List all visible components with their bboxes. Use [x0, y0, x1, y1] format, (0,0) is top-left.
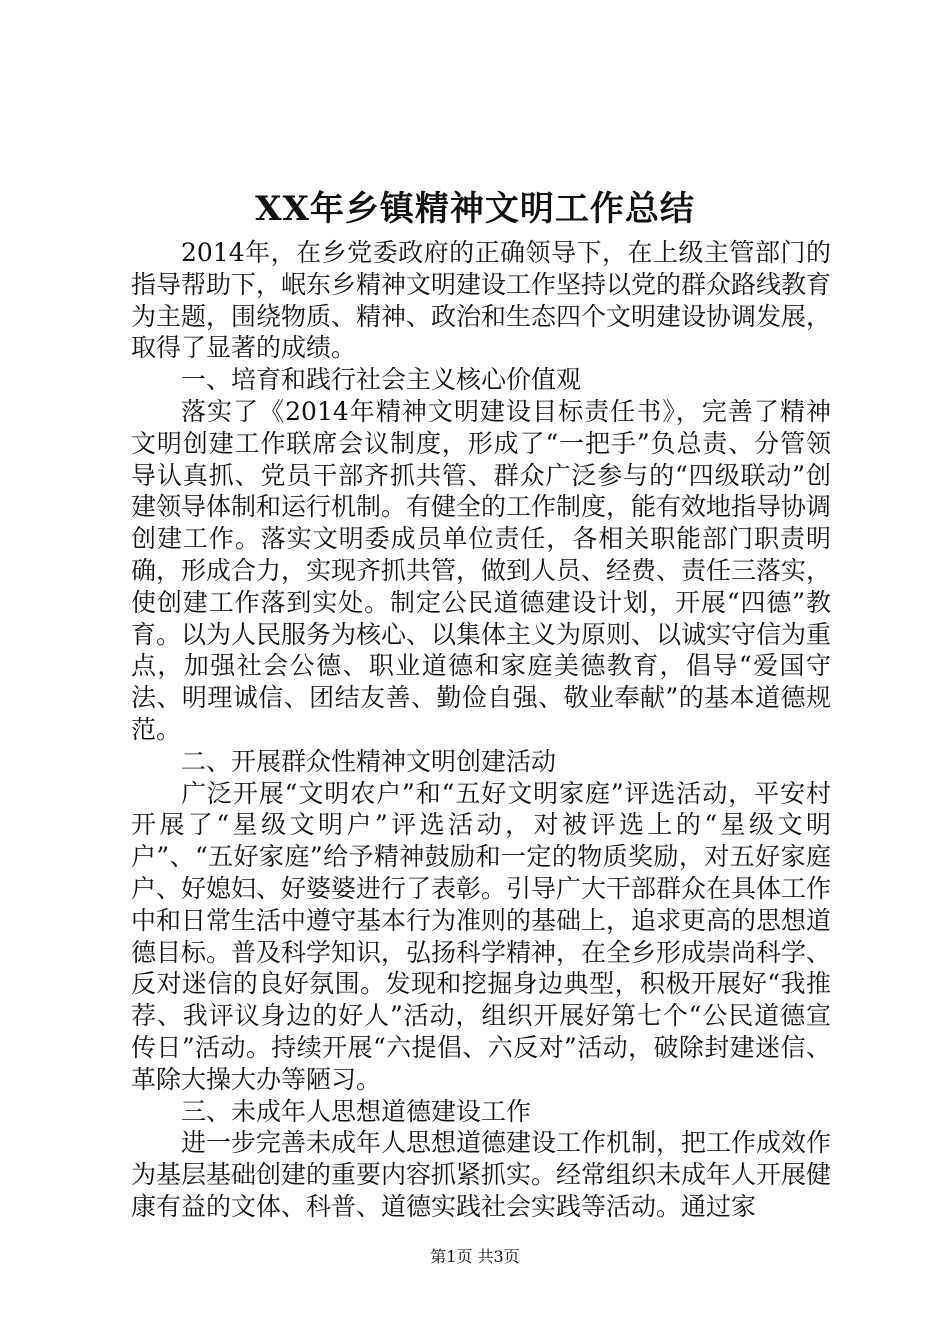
section-paragraph-1: 落实了《2014年精神文明建设目标责任书》，完善了精神文明创建工作联席会议制度，形成了“一把手”负总责、分管领导认真抓、党员干部齐抓共管、群众广泛参与的“四级联动”创建领导体制和运行机制。有健全的工作制度，能有效地指导协调创建工作。落实文明委成员单位责任，各相关职能部门职责明确，形成合力，实现齐抓共管，做到人员、经费、责任三落实，使创建工作落到实处。制定公民道德建设计划，开展“四德”教育。以为人民服务为核心、以集体主义为原则、以诚实守信为重点，加强社会公德、职业道德和家庭美德教育，倡导“爱国守法、明理诚信、团结友善、勤俭自强、敬业奉献”的基本道德规范。 [131, 396, 832, 744]
document-body [131, 237, 831, 1223]
section-heading-1: 一、培育和践行社会主义核心价值观 [181, 365, 582, 395]
document-title: XX年乡镇精神文明工作总结 [255, 189, 695, 229]
section-paragraph-3: 进一步完善未成年人思想道德建设工作机制，把工作成效作为基层基础创建的重要内容抓紧抓实。经常组织未成年人开展健康有益的文体、科普、道德实践社会实践等活动。通过家 [131, 1128, 832, 1221]
intro-paragraph: 2014年，在乡党委政府的正确领导下，在上级主管部门的指导帮助下，岷东乡精神文明建设工作坚持以党的群众路线教育为主题，围绕物质、精神、政治和生态四个文明建设协调发展，取得了显著的成绩。 [131, 238, 832, 363]
section-paragraph-2: 广泛开展“文明农户”和“五好文明家庭”评选活动，平安村开展了“星级文明户”评选活动，对被评选上的“星级文明户”、“五好家庭”给予精神鼓励和一定的物质奖励，对五好家庭户、好媳妇、好婆婆进行了表彰。引导广大干部群众在具体工作中和日常生活中遵守基本行为准则的基础上，追求更高的思想道德目标。普及科学知识，弘扬科学精神，在全乡形成崇尚科学、反对迷信的良好氛围。发现和挖掘身边典型，积极开展好“我推荐、我评议身边的好人”活动，组织开展好第七个“公民道德宣传日”活动。持续开展“六提倡、六反对”活动，破除封建迷信、革除大操大办等陋习。 [131, 778, 832, 1094]
section-heading-2: 二、开展群众性精神文明创建活动 [181, 746, 557, 776]
section-heading-3: 三、未成年人思想道德建设工作 [181, 1096, 532, 1126]
page-footer: 第1页 共3页 [430, 1247, 520, 1266]
